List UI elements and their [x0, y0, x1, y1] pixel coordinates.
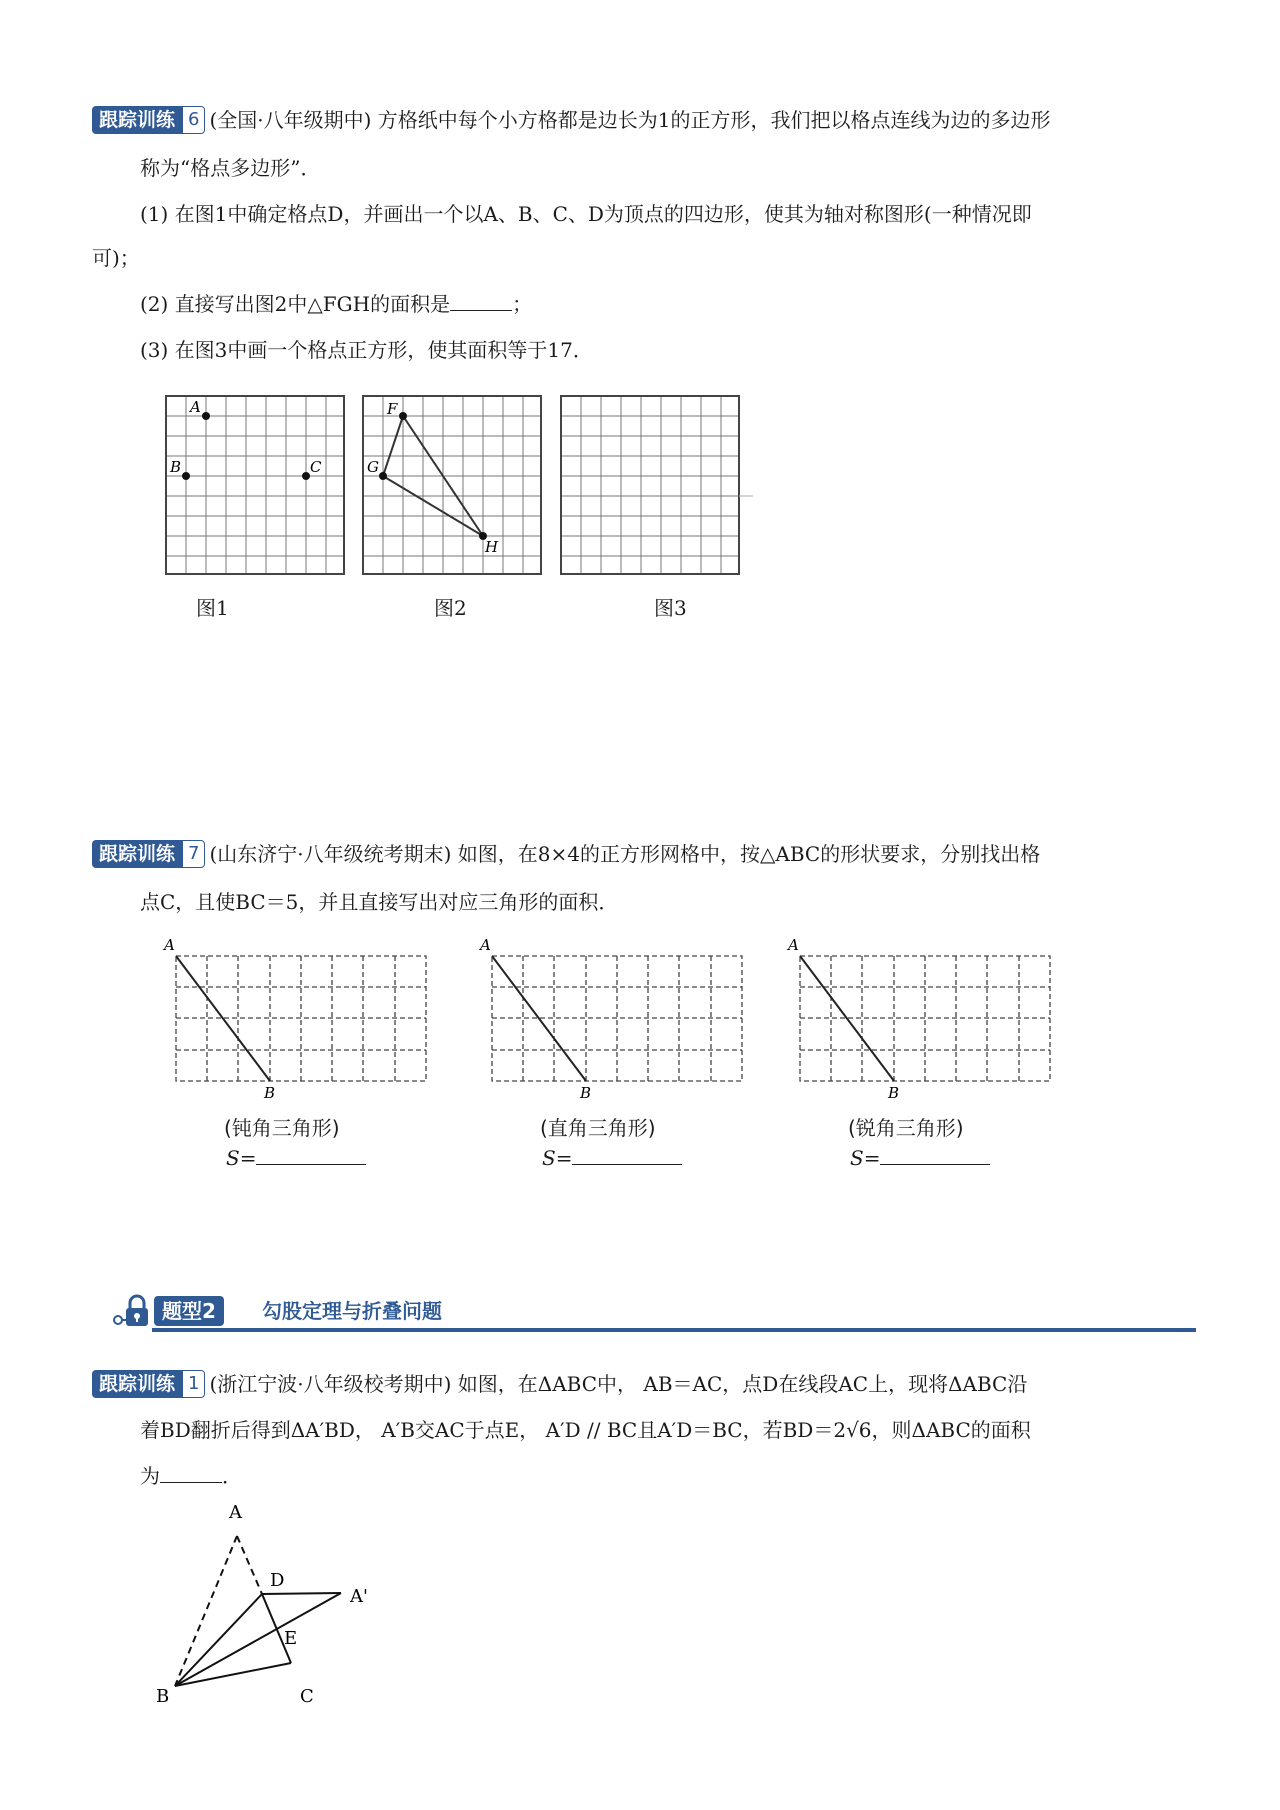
- label-a: A: [164, 936, 175, 954]
- q6-part2-text: (2) 直接写出图2中△FGH的面积是: [140, 292, 451, 316]
- label-a: A: [229, 1502, 242, 1523]
- q7-caption-right: (直角三角形): [540, 1116, 656, 1140]
- q1-text1: (浙江宁波·八年级校考期中) 如图，在ΔABC中， AB＝AC，点D在线段AC上，现将ΔABC沿: [209, 1372, 1028, 1396]
- section-header: [112, 1292, 1196, 1332]
- q6-part2: [140, 290, 532, 318]
- label-c: C: [300, 1686, 314, 1707]
- point-a: [202, 412, 210, 420]
- q6-part1b: 可)；: [92, 246, 140, 270]
- q6-line1: [92, 106, 1051, 134]
- segment-da1: [262, 1593, 341, 1594]
- label-a: A: [788, 936, 799, 954]
- s-label: S=: [226, 1146, 257, 1170]
- q7-text1: (山东济宁·八年级统考期末) 如图，在8×4的正方形网格中，按△ABC的形状要求，分别找出格: [209, 842, 1041, 866]
- q7-line2: 点C，且使BC＝5，并且直接写出对应三角形的面积．: [140, 890, 619, 914]
- q7-caption-acute: (锐角三角形): [848, 1116, 964, 1140]
- q7-grid-obtuse[interactable]: [160, 930, 440, 1100]
- q1-line3-end: ．: [222, 1464, 242, 1488]
- q6-tag: 跟踪训练: [92, 106, 182, 134]
- q7-grid-acute[interactable]: [784, 930, 1064, 1100]
- q7-area-obtuse: [226, 1146, 366, 1170]
- segment-ab: [492, 956, 586, 1081]
- label-g: G: [367, 458, 379, 476]
- segment-ab: [176, 956, 270, 1081]
- q1-line1: [92, 1370, 1027, 1398]
- q7-line1: [92, 840, 1040, 868]
- q6-answer-blank[interactable]: [450, 290, 512, 311]
- q6-fig2-caption: 图2: [434, 596, 467, 620]
- q6-num: 6: [182, 106, 205, 134]
- label-e: E: [284, 1628, 298, 1649]
- label-b: B: [580, 1084, 592, 1100]
- q7-grid-right[interactable]: [476, 930, 756, 1100]
- label-b: B: [264, 1084, 276, 1100]
- fold-diagram: [150, 1500, 380, 1710]
- q6-line2: 称为“格点多边形”．: [140, 156, 321, 180]
- s-label: S=: [542, 1146, 573, 1170]
- q1-num: 1: [182, 1370, 205, 1398]
- q6-fig2-grid: [357, 390, 547, 580]
- label-a: A: [480, 936, 491, 954]
- point-c: [302, 472, 310, 480]
- segment-ad-dashed: [237, 1536, 262, 1594]
- label-b: B: [888, 1084, 900, 1100]
- q6-fig3-caption: 图3: [654, 596, 687, 620]
- q6-part1a: (1) 在图1中确定格点D，并画出一个以A、B、C、D为顶点的四边形，使其为轴对称图形(一种情况即: [140, 202, 1032, 226]
- point-g: [379, 472, 387, 480]
- segment-ab: [800, 956, 894, 1081]
- q6-text1: (全国·八年级期中) 方格纸中每个小方格都是边长为1的正方形，我们把以格点连线为边的多边形: [209, 108, 1051, 132]
- area-blank-acute[interactable]: [880, 1146, 990, 1165]
- q1-line3-text: 为: [140, 1464, 160, 1488]
- q1-line2: 着BD翻折后得到ΔA′BD， A′B交AC于点E， A′D // BC且A′D＝BC，若BD＝2√6，则ΔABC的面积: [140, 1418, 1031, 1442]
- q6-fig3-grid[interactable]: [555, 390, 755, 580]
- segment-ba1: [175, 1593, 341, 1686]
- label-f: F: [387, 400, 398, 418]
- label-a1: A': [350, 1586, 368, 1607]
- label-d: D: [270, 1570, 285, 1591]
- section-tag: 题型2: [154, 1296, 224, 1326]
- label-a: A: [190, 398, 201, 416]
- label-h: H: [485, 538, 499, 556]
- q6-fig1-grid: [160, 390, 350, 580]
- point-b: [182, 472, 190, 480]
- area-blank-right[interactable]: [572, 1146, 682, 1165]
- q7-caption-obtuse: (钝角三角形): [224, 1116, 340, 1140]
- q6-part2-end: ；: [512, 292, 533, 316]
- q1-tag: 跟踪训练: [92, 1370, 182, 1398]
- s-label: S=: [850, 1146, 881, 1170]
- section-divider: [152, 1328, 1196, 1332]
- q7-num: 7: [182, 840, 205, 868]
- q7-tag: 跟踪训练: [92, 840, 182, 868]
- label-c: C: [310, 458, 322, 476]
- section-title: 勾股定理与折叠问题: [262, 1299, 442, 1323]
- q1-answer-blank[interactable]: [160, 1462, 222, 1483]
- label-b: B: [156, 1686, 170, 1707]
- q7-area-right: [542, 1146, 682, 1170]
- lock-key-icon: [112, 1294, 152, 1330]
- segment-ab-dashed: [175, 1536, 237, 1686]
- point-f: [399, 412, 407, 420]
- label-b: B: [170, 458, 182, 476]
- q7-area-acute: [850, 1146, 990, 1170]
- q6-part3: (3) 在图3中画一个格点正方形，使其面积等于17．: [140, 338, 593, 362]
- q1-line3: [140, 1462, 242, 1490]
- area-blank-obtuse[interactable]: [256, 1146, 366, 1165]
- q6-fig1-caption: 图1: [196, 596, 229, 620]
